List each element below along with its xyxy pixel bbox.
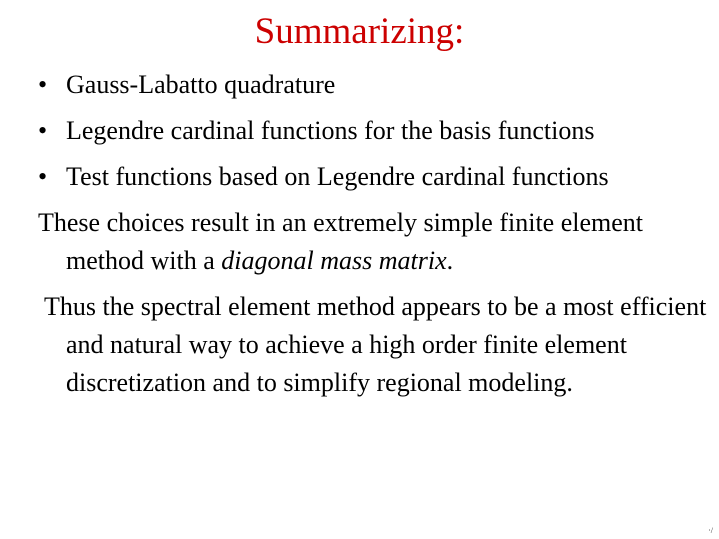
bullet-item (38, 158, 714, 196)
bullet-dot-icon: • (38, 162, 48, 191)
bullet-item (38, 66, 714, 104)
bullet-dot-icon: • (38, 116, 48, 145)
bullet-text: Legendre cardinal functions for the basis functions (66, 116, 595, 145)
corner-mark: ·/ (708, 526, 713, 535)
bullet-text: Gauss-Labatto quadrature (66, 70, 336, 99)
paragraph-choices (38, 204, 714, 280)
paragraph-choices-lead: These choices result in an extremely simple finite element method with a (38, 208, 644, 275)
bullet-item (38, 112, 714, 150)
bullet-text: Test functions based on Legendre cardinal functions (66, 162, 609, 191)
paragraph-choices-tail: . (446, 246, 454, 275)
bullet-list (38, 66, 714, 196)
paragraph-conclusion: Thus the spectral element method appears to be a most efficient and natural way to achieve a high order finite element discretization and to simplify regional modeling. (44, 292, 707, 397)
slide-title: Summarizing: (254, 11, 465, 52)
slide-body (38, 66, 714, 410)
bullet-dot-icon: • (38, 70, 48, 99)
paragraph-choices-emphasis: diagonal mass matrix (221, 246, 447, 275)
